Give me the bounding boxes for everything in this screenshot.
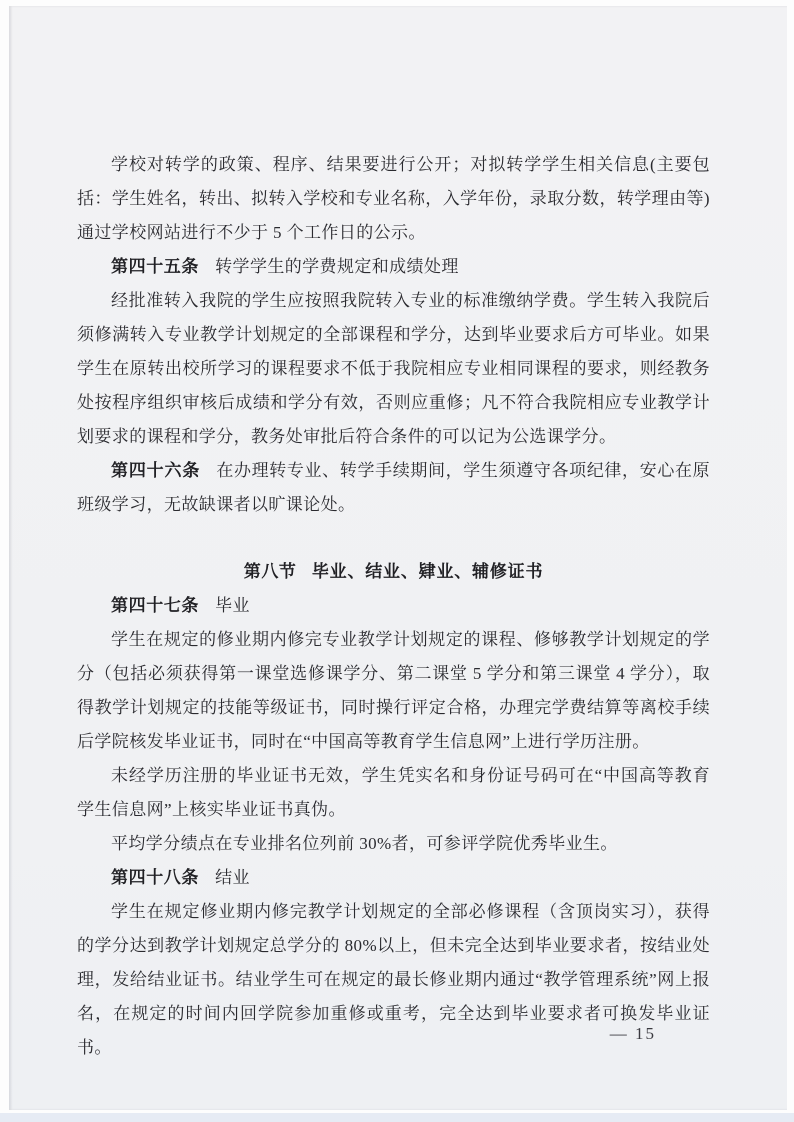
body-paragraph: 学生在规定的修业期内修完专业教学计划规定的课程、修够教学计划规定的学分（包括必须获得第一课堂选修课学分、第二课堂 5 学分和第三课堂 4 学分），取得教学计划规定的技能等级证书，同时操行评定合格，办理完学费结算等离校手续后学院核发毕业证书，同时在“中国高等教育学生信息网”上进行学历注册。 [77, 630, 710, 751]
article-heading: 第四十五条 转学学生的学费规定和成绩处理 [111, 257, 459, 276]
page-bottom-edge [0, 1113, 794, 1122]
section-heading: 第八节 毕业、结业、肄业、辅修证书 [243, 562, 544, 581]
article-number: 第四十五条 [111, 257, 199, 276]
article-heading: 第四十七条 毕业 [111, 596, 250, 615]
article-number: 第四十八条 [111, 868, 199, 887]
article-number: 第四十七条 [111, 596, 199, 615]
scanned-page [9, 6, 787, 1110]
article-number: 第四十六条 [111, 461, 201, 480]
body-paragraph: 学生在规定修业期内修完教学计划规定的全部必修课程（含顶岗实习），获得的学分达到教学计划规定总学分的 80%以上，但未完全达到毕业要求者，按结业处理，发给结业证书。结业学生可在规定的最长修业期内通过“教学管理系统”网上报名，在规定的时间内回学院参加重修或重考，完全达到毕业要求者可换发毕业证书。 [77, 902, 710, 1057]
article-heading: 第四十八条 结业 [111, 868, 250, 887]
article-paragraph: 第四十六条 在办理转专业、转学手续期间，学生须遵守各项纪律，安心在原班级学习，无故缺课者以旷课论处。 [77, 461, 711, 514]
body-paragraph: 经批准转入我院的学生应按照我院转入专业的标准缴纳学费。学生转入我院后须修满转入专业教学计划规定的全部课程和学分，达到毕业要求后方可毕业。如果学生在原转出校所学习的课程要求不低于我院相应专业相同课程的要求，则经教务处按程序组织审核后成绩和学分有效，否则应重修；凡不符合我院相应专业教学计划要求的课程和学分，教务处审批后符合条件的可以记为公选课学分。 [77, 291, 710, 446]
body-paragraph: 学校对转学的政策、程序、结果要进行公开；对拟转学学生相关信息(主要包括：学生姓名，转出、拟转入学校和专业名称，入学年份，录取分数，转学理由等)通过学校网站进行不少于 5 个工作日的公示。 [77, 155, 710, 242]
body-paragraph: 未经学历注册的毕业证书无效，学生凭实名和身份证号码可在“中国高等教育学生信息网”上核实毕业证书真伪。 [77, 766, 710, 819]
body-paragraph: 平均学分绩点在专业排名位列前 30%者，可参评学院优秀毕业生。 [111, 834, 618, 853]
document-body [77, 148, 710, 1065]
section-number: 第八节 [243, 562, 297, 581]
page-number: — 15 [609, 1024, 656, 1043]
